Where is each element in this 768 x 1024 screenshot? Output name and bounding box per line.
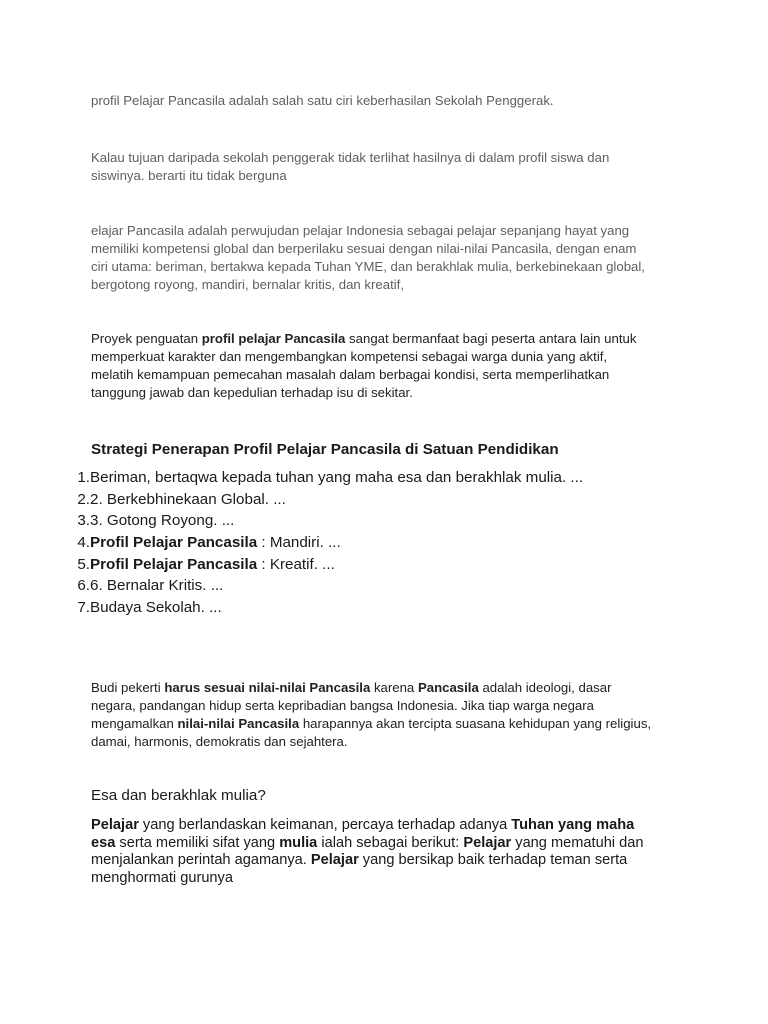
paragraph-intro-text: profil Pelajar Pancasila adalah salah satu ciri keberhasilan Sekolah Penggerak. xyxy=(91,93,554,108)
pelajar-text-menjalankan: menjalankan perintah agamanya. xyxy=(91,852,311,869)
section-heading: Strategi Penerapan Profil Pelajar Pancasila di Satuan Pendidikan xyxy=(91,441,559,458)
list-item xyxy=(60,532,341,554)
list-item-label: Budaya Sekolah. ... xyxy=(90,599,222,617)
list-item-number: 4. xyxy=(77,534,90,552)
list-item-label: 3. Gotong Royong. ... xyxy=(90,512,235,530)
list-item-number: 5. xyxy=(77,555,90,573)
paragraph-definisi-line2: memiliki kompetensi global dan berperilaku sesuai dengan nilai-nilai Pancasila, dengan enam xyxy=(91,241,637,256)
paragraph-budi-pekerti xyxy=(91,679,691,751)
paragraph-definisi-line1: elajar Pancasila adalah perwujudan pelajar Indonesia sebagai pelajar sepanjang hayat yang xyxy=(91,223,630,238)
list-item xyxy=(60,597,222,619)
paragraph-intro xyxy=(91,92,691,110)
paragraph-proyek-line2: memperkuat karakter dan mengembangkan kompetensi sebagai warga dunia yang aktif, xyxy=(91,349,608,364)
list-item-number: 3. xyxy=(77,512,90,530)
pelajar-text-b: yang berlandaskan keimanan, percaya terhadap adanya xyxy=(138,817,512,833)
pelajar-bold-c: Tuhan yang maha xyxy=(511,817,635,833)
paragraph-pelajar xyxy=(91,817,691,887)
list-item-label: : Mandiri. ... xyxy=(257,534,341,552)
budi-line3-bold: nilai-nilai Pancasila xyxy=(177,716,300,731)
paragraph-tujuan xyxy=(91,149,691,185)
pelajar-bold-pelajar2: Pelajar xyxy=(310,852,359,869)
list-item-bold: Profil Pelajar Pancasila xyxy=(90,534,258,552)
paragraph-proyek-bold: profil pelajar Pancasila xyxy=(201,331,346,346)
list-item xyxy=(60,510,235,532)
paragraph-proyek-text-c: sangat bermanfaat bagi peserta antara lain untuk xyxy=(345,331,637,346)
list-item-number: 7. xyxy=(77,599,90,617)
pelajar-text-sifat: serta memiliki sifat yang xyxy=(115,834,280,851)
list-item xyxy=(60,467,584,489)
paragraph-proyek-line4: tanggung jawab dan kepedulian terhadap isu di sekitar. xyxy=(91,385,413,400)
paragraph-proyek-line3: melatih kemampuan pemecahan masalah dalam berbagai kondisi, serta memperlihatkan xyxy=(91,367,610,382)
list-item-text xyxy=(90,467,583,489)
list-item-label: : Kreatif. ... xyxy=(257,555,335,573)
pelajar-text-mematuhi: yang mematuhi dan xyxy=(511,834,644,851)
list-item-bold: Profil Pelajar Pancasila xyxy=(90,555,258,573)
budi-text-e: adalah ideologi, dasar xyxy=(478,680,612,695)
list-item-text xyxy=(90,575,223,597)
budi-line4: damai, harmonis, demokratis dan sejahtera. xyxy=(91,734,348,749)
list-item-label: 6. Bernalar Kritis. ... xyxy=(90,577,224,595)
list-item xyxy=(60,489,286,511)
list-item-label: 2. Berkebhinekaan Global. ... xyxy=(90,490,286,508)
paragraph-definisi xyxy=(91,222,691,294)
paragraph-proyek xyxy=(91,330,691,402)
pelajar-line4: menghormati gurunya xyxy=(91,869,233,886)
pelajar-text-bersikap: yang bersikap baik terhadap teman serta xyxy=(358,852,628,869)
budi-text-c: karena xyxy=(370,680,418,695)
budi-line2: negara, pandangan hidup serta kepribadian bangsa Indonesia. Jika tiap warga negara xyxy=(91,698,594,713)
question-heading: Esa dan berakhlak mulia? xyxy=(91,787,266,804)
pelajar-bold-esa: esa xyxy=(91,834,116,851)
budi-line3-c: harapannya akan tercipta suasana kehidupan yang religius, xyxy=(299,716,652,731)
list-item-text xyxy=(90,510,234,532)
budi-bold-b: harus sesuai nilai-nilai Pancasila xyxy=(164,680,371,695)
paragraph-tujuan-line1: Kalau tujuan daripada sekolah penggerak tidak terlihat hasilnya di dalam profil siswa dan xyxy=(91,150,610,165)
list-item-label: Beriman, bertaqwa kepada tuhan yang maha esa dan berakhlak mulia. ... xyxy=(90,469,584,486)
list-item-number: 6. xyxy=(77,577,90,595)
paragraph-definisi-line4: bergotong royong, mandiri, bernalar kritis, dan kreatif, xyxy=(91,277,404,292)
pelajar-bold-pelajar: Pelajar xyxy=(463,834,512,851)
list-item-text xyxy=(90,532,341,554)
paragraph-definisi-line3: ciri utama: beriman, bertakwa kepada Tuhan YME, dan berakhlak mulia, berkebinekaan global, xyxy=(91,259,645,274)
budi-text-a: Budi pekerti xyxy=(91,680,165,695)
budi-bold-d: Pancasila xyxy=(417,680,479,695)
pelajar-bold-a: Pelajar xyxy=(91,817,139,833)
pelajar-text-berikut: ialah sebagai berikut: xyxy=(317,834,464,851)
list-item xyxy=(60,575,224,597)
pelajar-bold-mulia: mulia xyxy=(279,834,318,851)
list-item-text xyxy=(90,489,286,511)
list-item-text xyxy=(90,554,335,576)
paragraph-tujuan-line2: siswinya. berarti itu tidak berguna xyxy=(91,168,287,183)
list-item-text xyxy=(90,597,222,619)
paragraph-proyek-text-a: Proyek penguatan xyxy=(91,331,202,346)
list-item-number: 1. xyxy=(77,469,90,486)
budi-line3-a: mengamalkan xyxy=(91,716,178,731)
list-item xyxy=(60,554,335,576)
list-item-number: 2. xyxy=(77,490,90,508)
strategy-list xyxy=(60,467,584,619)
